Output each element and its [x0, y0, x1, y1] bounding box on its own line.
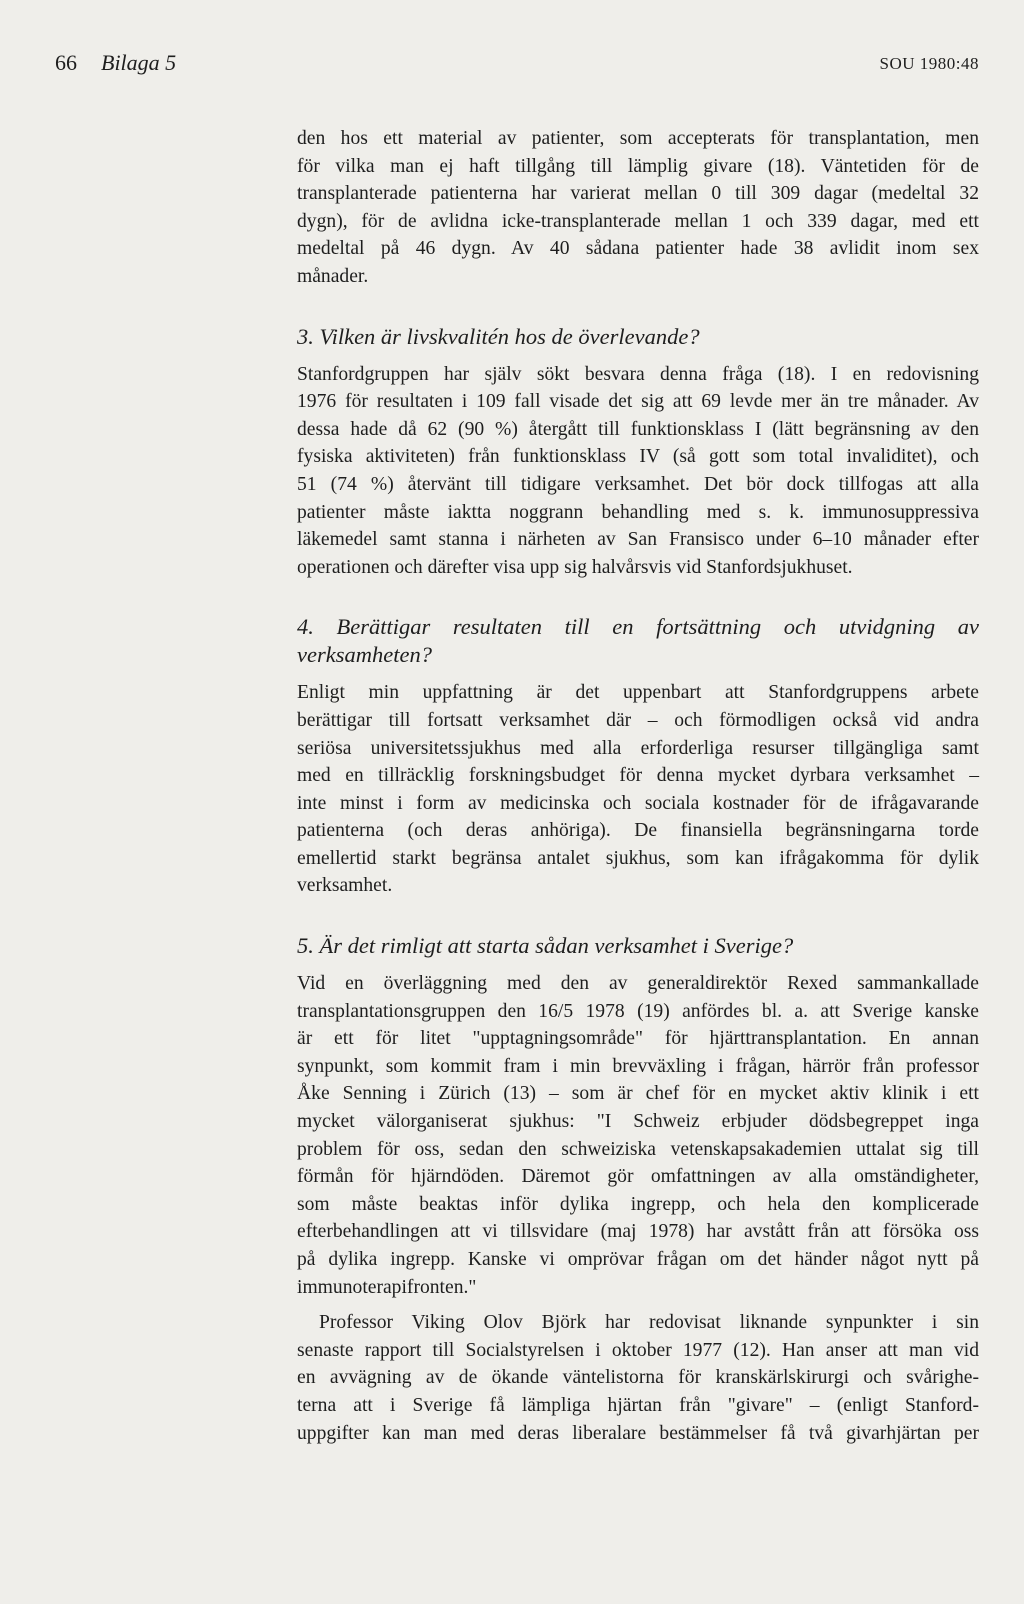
text-line: emellertid starkt begränsa antalet sjukhus, som kan ifrågakomma för dylik — [297, 847, 979, 869]
section-5-heading: 5. Är det rimligt att starta sådan verksamhet i Sverige? — [297, 933, 794, 959]
text-line: synpunkt, som kommit fram i min brevväxling i frågan, härrör från professor — [297, 1055, 979, 1077]
text-line: verksamhet. — [297, 875, 393, 897]
text-line: 1976 för resultaten i 109 fall visade det sig att 69 levde mer än tre månader. Av — [297, 391, 979, 413]
section-label: Bilaga 5 — [101, 50, 177, 75]
text-line: dygn), för de avlidna icke-transplanterade mellan 1 och 339 dagar, med ett — [297, 210, 979, 232]
report-reference: SOU 1980:48 — [879, 54, 979, 73]
text-line: operationen och därefter visa upp sig halvårsvis vid Stanfordsjukhuset. — [297, 556, 853, 578]
text-line: med en tillräcklig forskningsbudget för denna mycket dyrbara verksamhet – — [297, 765, 979, 787]
text-line: är ett för litet "upptagningsområde" för hjärttransplantation. En annan — [297, 1028, 979, 1050]
text-line: transplanterade patienterna har varierat mellan 0 till 309 dagar (medeltal 32 — [297, 183, 979, 205]
text-line: en avvägning av de ökande väntelistorna för kranskärlskirurgi och svårighe- — [297, 1367, 979, 1389]
text-line: läkemedel samt stanna i närheten av San Fransisco under 6–10 månader efter — [297, 529, 979, 551]
section-4-heading — [297, 613, 979, 669]
text-line: senaste rapport till Socialstyrelsen i oktober 1977 (12). Han anser att man vid — [297, 1339, 979, 1361]
section-3-paragraph — [297, 361, 979, 582]
text-line: transplantationsgruppen den 16/5 1978 (19) anfördes bl. a. att Sverige kanske — [297, 1000, 979, 1022]
text-line: seriösa universitetssjukhus med alla erforderliga resurser tillgängliga samt — [297, 737, 979, 759]
text-line: berättigar till fortsatt verksamhet där – och förmodligen också vid andra — [297, 709, 979, 731]
section-5-paragraph — [297, 970, 979, 1301]
text-line: för vilka man ej haft tillgång till lämplig givare (18). Väntetiden för de — [297, 155, 979, 177]
text-line: förmån för hjärndöden. Däremot gör omfattningen av alla omständigheter, — [297, 1166, 979, 1188]
text-line: patienterna (och deras anhöriga). De finansiella begränsningarna torde — [297, 820, 979, 842]
text-line: dessa hade då 62 (90 %) återgått till funktionsklass I (lätt begränsning av den — [297, 418, 979, 440]
text-line: Stanfordgruppen har själv sökt besvara denna fråga (18). I en redovisning — [297, 363, 979, 385]
text-line: Enligt min uppfattning är det uppenbart att Stanfordgruppens arbete — [297, 682, 979, 704]
text-line: immunoterapifronten." — [297, 1276, 477, 1298]
heading-line: 4. Berättigar resultaten till en fortsättning och utvidgning av — [297, 614, 979, 640]
text-line: 51 (74 %) återvänt till tidigare verksamhet. Det bör dock tillfogas att alla — [297, 473, 979, 495]
section-3-heading: 3. Vilken är livskvalitén hos de överlevande? — [297, 323, 700, 349]
text-line: månader. — [297, 265, 369, 287]
text-line: patienter måste iaktta noggrann behandling med s. k. immunosuppressiva — [297, 501, 979, 523]
text-line: fysiska aktiviteten) från funktionsklass IV (så gott som total invaliditet), och — [297, 446, 979, 468]
text-line: uppgifter kan man med deras liberalare bestämmelser få två givarhjärtan per — [297, 1422, 979, 1444]
section-5-paragraph-2 — [297, 1309, 979, 1447]
text-line: problem för oss, sedan den schweiziska vetenskapsakademien uttalat sig till — [297, 1138, 979, 1160]
heading-line: verksamheten? — [297, 642, 432, 668]
text-line: medeltal på 46 dygn. Av 40 sådana patienter hade 38 avlidit inom sex — [297, 238, 979, 260]
section-4-paragraph — [297, 679, 979, 900]
text-line: Vid en överläggning med den av generaldirektör Rexed sammankallade — [297, 973, 979, 995]
text-line: som måste beaktas inför dylika ingrepp, och hela den komplicerade — [297, 1193, 979, 1215]
page-header — [55, 50, 979, 80]
text-line: Professor Viking Olov Björk har redovisat liknande synpunkter i sin — [319, 1312, 979, 1334]
text-line: efterbehandlingen att vi tillsvidare (maj 1978) har avstått från att försöka oss — [297, 1221, 979, 1243]
intro-paragraph — [297, 125, 979, 291]
text-line: Åke Senning i Zürich (13) – som är chef för en mycket aktiv klinik i ett — [297, 1083, 979, 1105]
text-line: terna att i Sverige få lämpliga hjärtan från "givare" – (enligt Stanford- — [297, 1394, 979, 1416]
page-number: 66 — [55, 50, 77, 75]
text-line: inte minst i form av medicinska och sociala kostnader för de ifrågavarande — [297, 792, 979, 814]
text-line: mycket välorganiserat sjukhus: "I Schweiz erbjuder dödsbegreppet inga — [297, 1111, 979, 1133]
page-body — [297, 125, 979, 1447]
text-line: på dylika ingrepp. Kanske vi omprövar frågan om det händer något nytt på — [297, 1249, 979, 1270]
text-line: den hos ett material av patienter, som accepterats för transplantation, men — [297, 128, 979, 149]
